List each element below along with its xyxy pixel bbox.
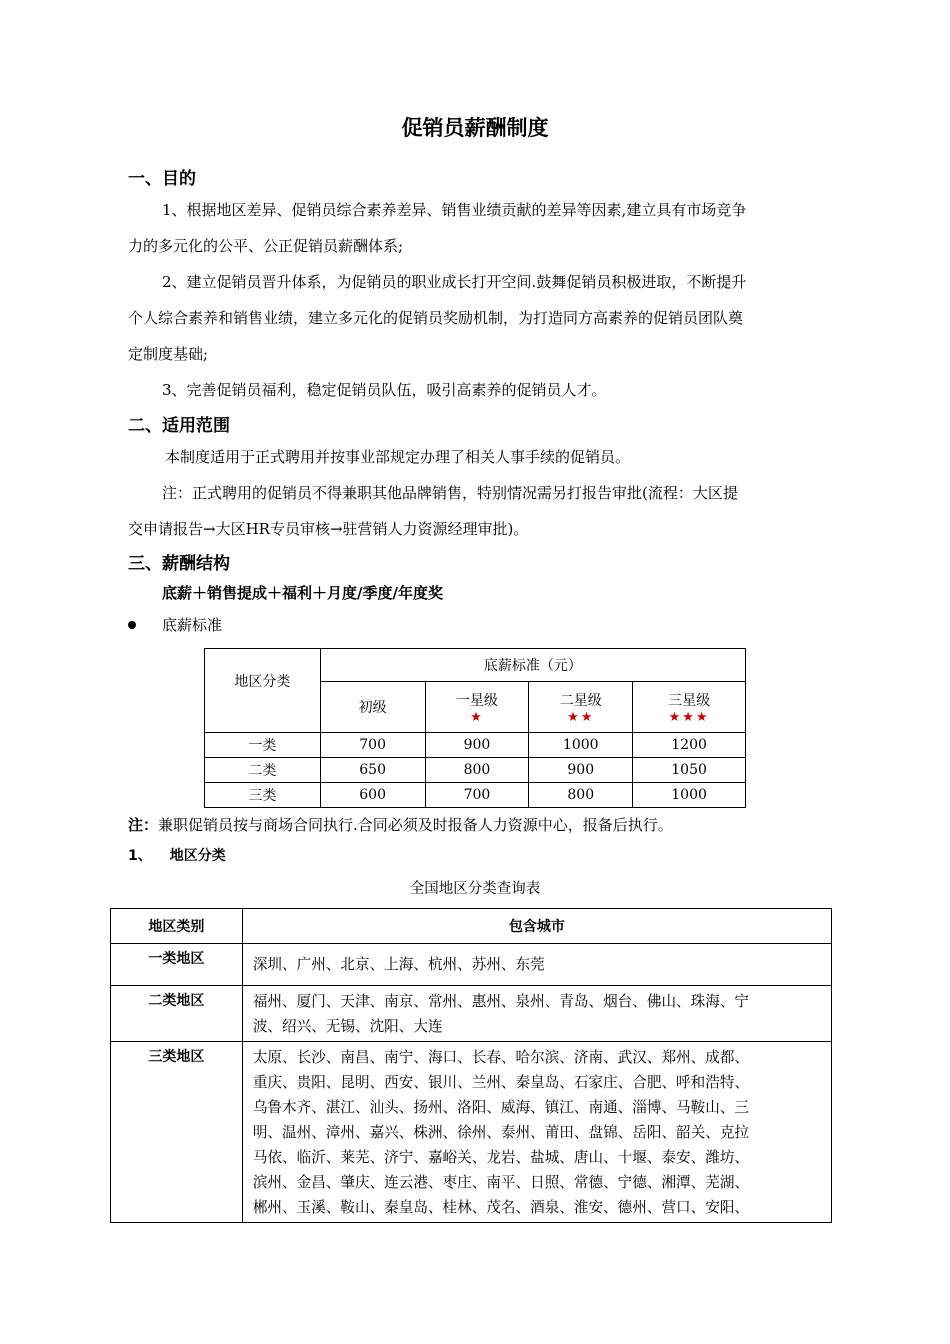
paragraph: 力的多元化的公平、公正促销员薪酬体系; [128, 237, 404, 255]
region-classification-table [110, 908, 832, 1223]
paragraph: 注：正式聘用的促销员不得兼职其他品牌销售，特别情况需另打报告审批(流程：大区提 [162, 484, 738, 502]
star-icon: ★★★ [668, 709, 710, 725]
paragraph: 交申请报告→大区HR专员审核→驻营销人力资源经理审批)。 [128, 520, 529, 538]
section-heading-structure: 三、薪酬结构 [128, 554, 230, 574]
level-header: 二星级 ★★ [529, 682, 633, 733]
table-row: 三类 600 700 800 1000 [205, 783, 746, 808]
table-row: 二类地区 福州、厦门、天津、南京、常州、惠州、泉州、青岛、烟台、佛山、珠海、宁 波、绍兴、无锡、沈阳、大连 [111, 986, 832, 1042]
star-icon: ★ [470, 709, 484, 725]
document-title: 促销员薪酬制度 [401, 116, 549, 140]
level-header: 一星级 ★ [425, 682, 529, 733]
salary-formula: 底薪＋销售提成＋福利＋月度/季度/年度奖 [162, 584, 443, 602]
note-text: 兼职促销员按与商场合同执行.合同必须及时报备人力资源中心，报备后执行。 [158, 816, 673, 834]
bullet-icon [128, 621, 136, 629]
paragraph: 1、根据地区差异、促销员综合素养差异、销售业绩贡献的差异等因素,建立具有市场竞争 [162, 201, 747, 219]
paragraph: 2、建立促销员晋升体系，为促销员的职业成长打开空间.鼓舞促销员积极进取，不断提升 [162, 273, 747, 291]
section-heading-purpose: 一、目的 [128, 169, 196, 189]
level-header: 三星级 ★★★ [633, 682, 746, 733]
paragraph: 个人综合素养和销售业绩，建立多元化的促销员奖励机制，为打造同方高素养的促销员团队奠 [128, 309, 744, 327]
paragraph: 3、完善促销员福利，稳定促销员队伍，吸引高素养的促销员人才。 [162, 381, 607, 399]
table-row: 一类 700 900 1000 1200 [205, 733, 746, 758]
paragraph: 本制度适用于正式聘用并按事业部规定办理了相关人事手续的促销员。 [165, 448, 631, 466]
table-row: 二类 650 800 900 1050 [205, 758, 746, 783]
table-row: 三类地区 太原、长沙、南昌、南宁、海口、长春、哈尔滨、济南、武汉、郑州、成都、 重庆、贵阳、昆明、西安、银川、兰州、秦皇岛、石家庄、合肥、呼和浩特、 乌鲁木齐、湛江、汕头、扬州、洛阳、威海、镇江、南通、淄博、马鞍山、三 明、温州、漳州、嘉兴、株洲、徐州、泰州、莆田、盘锦、岳阳、韶关、克拉 马依、临沂、莱芜、济宁、嘉峪关、龙岩、盐城、唐山、十堰、泰安、潍坊、 滨州、金昌、肇庆、连云港、枣庄、南平、日照、常德、宁德、湘潭、芜湖、 郴州、玉溪、鞍山、秦皇岛、桂林、茂名、酒泉、淮安、德州、营口、安阳、 [111, 1042, 832, 1223]
paragraph: 定制度基础; [128, 345, 209, 363]
level-header: 初级 [320, 682, 425, 733]
region-header: 地区分类 [205, 649, 321, 733]
section-heading-scope: 二、适用范围 [128, 416, 230, 436]
column-header: 包含城市 [242, 909, 831, 944]
table-caption: 全国地区分类查询表 [409, 881, 541, 897]
salary-standard-table [204, 648, 746, 808]
star-icon: ★★ [567, 709, 595, 725]
subheading-region-class: 1、 地区分类 [128, 848, 226, 864]
bullet-label: 底薪标准 [162, 616, 223, 634]
salary-group-header: 底薪标准（元） [320, 649, 745, 682]
column-header: 地区类别 [111, 909, 243, 944]
table-row: 一类地区 深圳、广州、北京、上海、杭州、苏州、东莞 [111, 944, 832, 986]
note-label: 注： [128, 816, 159, 834]
